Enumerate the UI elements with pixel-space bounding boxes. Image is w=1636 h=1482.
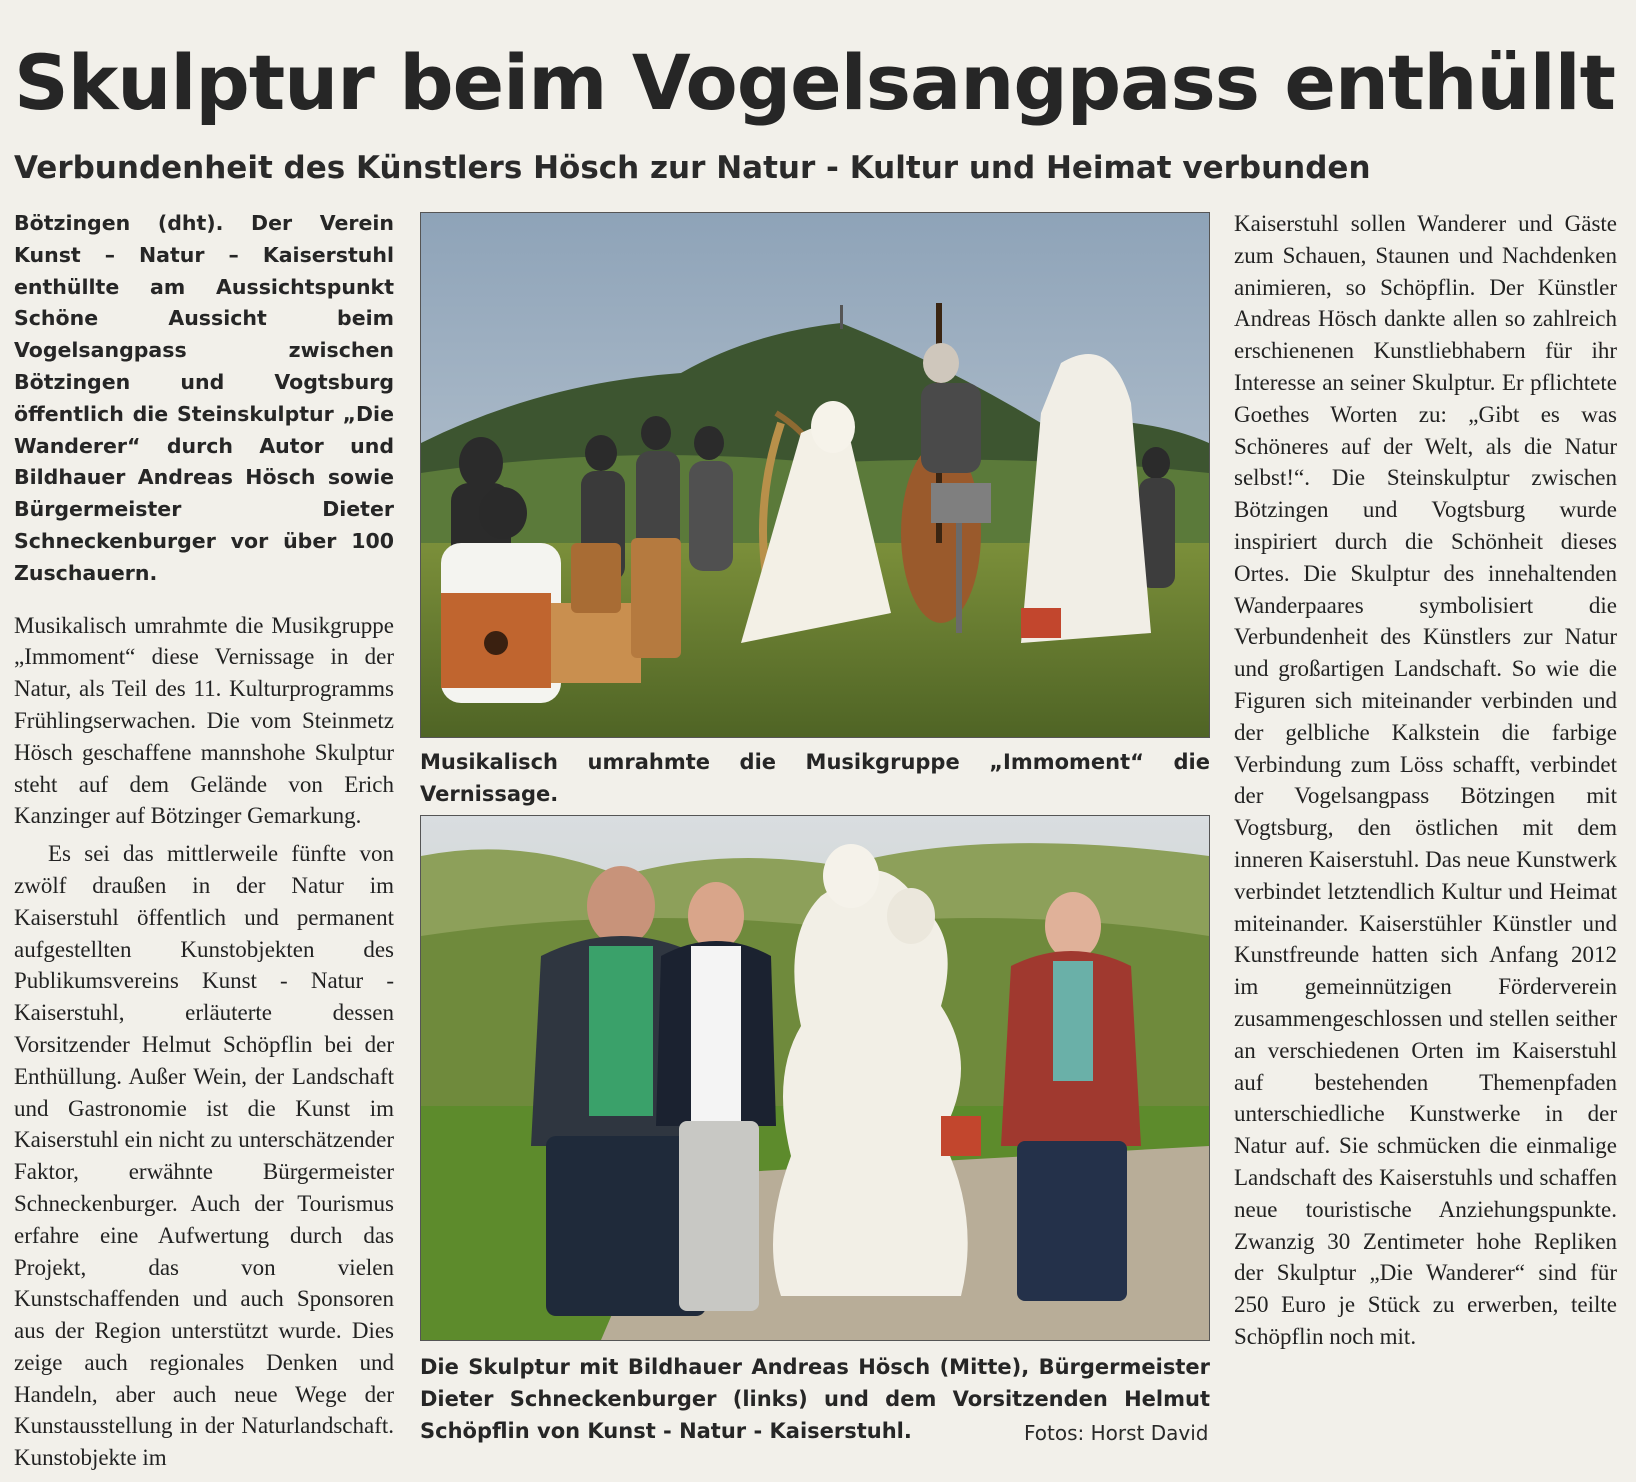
article-column-right [1234,208,1617,1353]
caption-music-photo: Musikalisch umrahmte die Musikgruppe „Immoment“ die Vernissage. [420,750,1210,806]
body-paragraph-right: Kaiserstuhl sollen Wanderer und Gäste zum Schauen, Staunen und Nachdenken animieren, so Schöpflin. Der Künstler Andreas Hösch dankte allen so zahlreich erschienenen Kunstliebhabern für ihr Interesse an seiner Skulptur. Er pflichtete Goethes Worten zu: „Gibt es was Schöneres auf der Welt, als die Natur selbst!“. Die Steinskulptur zwischen Bötzingen und Vogtsburg wurde inspiriert durch die Schönheit dieses Ortes. Die Skulptur des innehaltenden Wanderpaares symbolisiert die Verbundenheit des Künstlers zur Natur und großartigen Landschaft. So wie die Figuren sich miteinander verbinden und der gelbliche Kalkstein die farbige Verbindung zum Löss schafft, verbindet der Vogelsangpass Bötzingen mit Vogtsburg, den östlichen mit dem inneren Kaiserstuhl. Das neue Kunstwerk verbindet letztendlich Kultur und Heimat miteinander. Kaiserstühler Künstler und Kunstfreunde hatten sich Anfang 2012 im gemeinnützigen Förderverein zusammengeschlossen und stellen seither an verschiedenen Orten im Kaiserstuhl auf bestehenden Themenpfaden unterschiedliche Kunstwerke in der Natur auf. Sie schmücken die einmalige Landschaft des Kaiserstuhls und schaffen neue touristische Anziehungspunkte. Zwanzig 30 Zentimeter hohe Repliken der Skulptur „Die Wanderer“ sind für 250 Euro je Stück zu erwerben, teilte Schöpflin noch mit. [1234,211,1617,1349]
caption-sculpture-photo: Die Skulptur mit Bildhauer Andreas Hösch (Mitte), Bürgermeister Dieter Schneckenburger (links) und dem Vorsitzenden Helmut Schöpflin von Kunst - Natur - Kaiserstuhl. [420,1355,1210,1443]
body-paragraph-1: Musikalisch umrahmte die Musikgruppe „Immoment“ diese Vernissage in der Natur, als Teil des 11. Kulturprogramms Frühlingserwachen. Die vom Steinmetz Hösch geschaffene mannshohe Skulptur steht auf dem Gelände von Erich Kanzinger auf Bötzinger Gemarkung. [14,612,394,829]
photo-sculpture-unveiling [420,815,1210,1341]
subheadline: Verbundenheit des Künstlers Hösch zur Natur - Kultur und Heimat verbunden [14,150,1371,186]
body-paragraph-2: Es sei das mittlerweile fünfte von zwölf draußen in der Natur im Kaiserstuhl öffentlich und permanent aufgestellten Kunstobjekten des Publikumsvereins Kunst - Natur - Kaiserstuhl, erläuterte dessen Vorsitzender Helmut Schöpflin bei der Enthüllung. Außer Wein, der Landschaft und Gastronomie ist die Kunst im Kaiserstuhl ein nicht zu unterschätzender Faktor, erwähnte Bürgermeister Schneckenburger. Auch der Tourismus erfahre eine Aufwertung durch das Projekt, das von vielen Kunstschaffenden und auch Sponsoren aus der Region unterstützt wurde. Dies zeige auch regionales Denken und Handeln, aber auch neue Wege der Kunstausstellung in der Naturlandschaft. Kunstobjekte im [14,841,394,1471]
headline: Skulptur beim Vogelsangpass enthüllt [14,38,1616,127]
photo-credit: Fotos: Horst David [1024,1421,1209,1445]
lead-paragraph: Bötzingen (dht). Der Verein Kunst – Natur – Kaiserstuhl enthüllte am Aussichtspunkt Schöne Aussicht beim Vogelsangpass zwischen Bötzingen und Vogtsburg öffentlich die Steinskulptur „Die Wanderer“ durch Autor und Bildhauer Andreas Hösch sowie Bürgermeister Dieter Schneckenburger vor über 100 Zuschauern. [14,211,394,585]
photo-music-group [420,212,1210,738]
article-column-left [14,208,394,1474]
